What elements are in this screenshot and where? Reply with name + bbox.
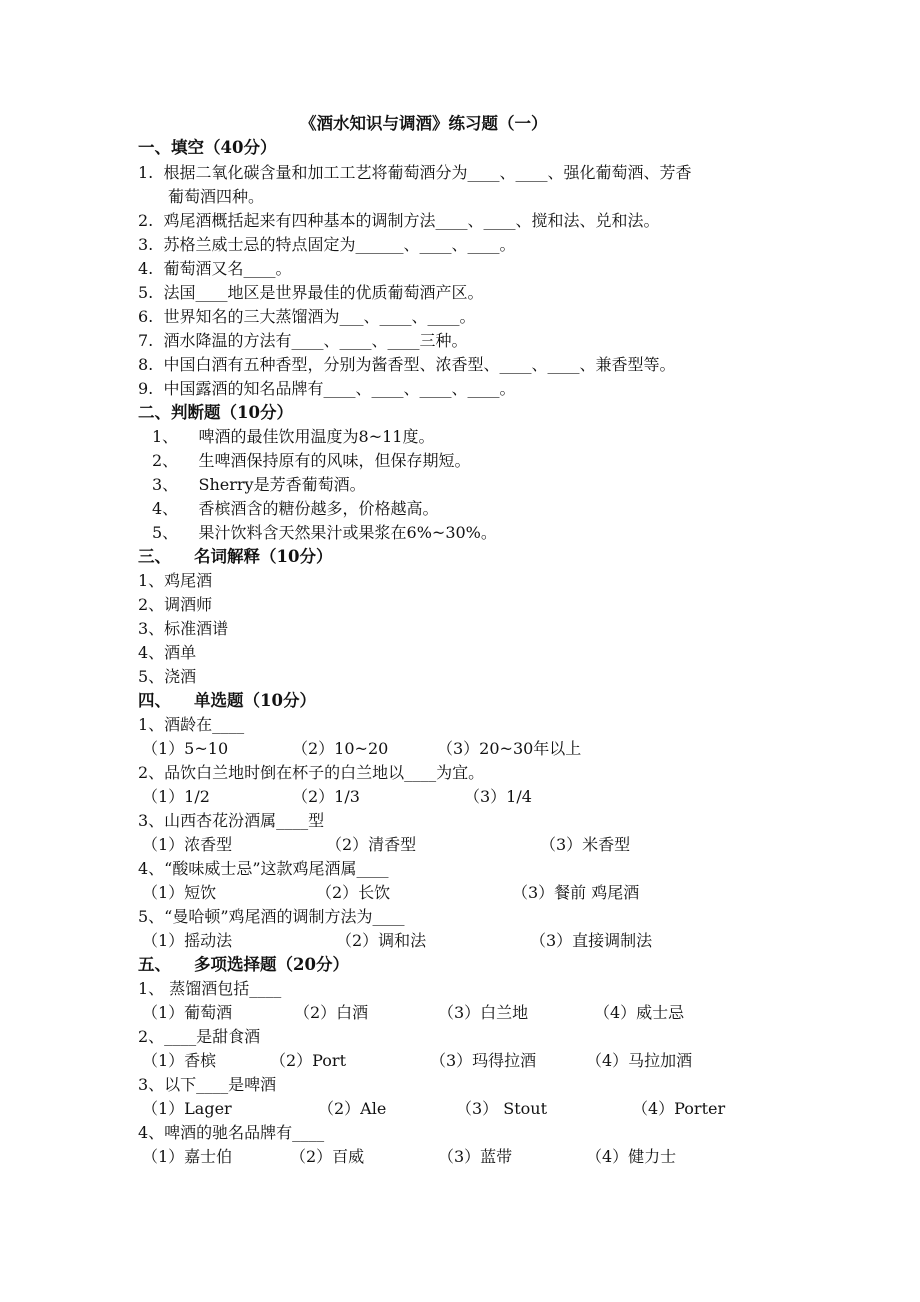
judge-item-1: 1、 啤酒的最佳饮用温度为8~11度。 [152,427,435,446]
judge-item-2: 2、 生啤酒保持原有的风味，但保存期短。 [152,451,471,470]
fill-item-1: 1. 根据二氧化碳含量和加工工艺将葡萄酒分为____、____、强化葡萄酒、芳香 [138,163,692,182]
fill-item-6: 6. 世界知名的三大蒸馏酒为___、____、____。 [138,307,476,326]
multi-q1: 1、 蒸馏酒包括____ [138,979,282,998]
term-item-1: 1、鸡尾酒 [138,571,213,590]
single-q1-opt1: （1）5~10 [142,739,229,758]
single-q4-opt3: （3）餐前 鸡尾酒 [512,883,640,902]
fill-item-3: 3. 苏格兰威士忌的特点固定为______、____、____。 [138,235,516,254]
single-q2-opt2: （2）1/3 [292,787,360,806]
multi-q3-opt1: （1）Lager [142,1099,232,1118]
multi-q2-opt4: （4）马拉加酒 [586,1051,693,1070]
single-q4-opt1: （1）短饮 [142,883,217,902]
single-q2: 2、品饮白兰地时倒在杯子的白兰地以____为宜。 [138,763,485,782]
single-q3-opt2: （2）清香型 [326,835,417,854]
single-q4: 4、“酸味威士忌”这款鸡尾酒属____ [138,859,389,878]
fill-item-7: 7. 酒水降温的方法有____、____、____三种。 [138,331,468,350]
fill-item-8: 8. 中国白酒有五种香型，分别为酱香型、浓香型、____、____、兼香型等。 [138,355,676,374]
single-q3-opt1: （1）浓香型 [142,835,233,854]
multi-q3-opt4: （4）Porter [632,1099,726,1118]
single-q1: 1、酒龄在____ [138,715,245,734]
multi-q4-opt4: （4）健力士 [586,1147,677,1166]
judge-item-3: 3、 Sherry是芳香葡萄酒。 [152,475,366,494]
single-q3-opt3: （3）米香型 [540,835,631,854]
single-q5: 5、“曼哈顿”鸡尾酒的调制方法为____ [138,907,405,926]
fill-item-2: 2. 鸡尾酒概括起来有四种基本的调制方法____、____、搅和法、兑和法。 [138,211,660,230]
fill-item-1-cont: 葡萄酒四种。 [168,187,265,206]
multi-q3-opt2: （2）Ale [318,1099,387,1118]
single-q2-opt3: （3）1/4 [464,787,532,806]
single-q2-opt1: （1）1/2 [142,787,210,806]
section-heading-single: 四、 单选题（10分） [138,691,316,710]
multi-q4-opt1: （1）嘉士伯 [142,1147,233,1166]
section-heading-fill: 一、填空（40分） [138,138,277,157]
multi-q2-opt3: （3）玛得拉酒 [430,1051,537,1070]
term-item-3: 3、标准酒谱 [138,619,229,638]
multi-q1-opt2: （2）白酒 [294,1003,369,1022]
single-q1-opt3: （3）20~30年以上 [437,739,582,758]
term-item-4: 4、酒单 [138,643,197,662]
section-heading-multi: 五、 多项选择题（20分） [138,955,349,974]
multi-q2-opt2: （2）Port [270,1051,347,1070]
multi-q2-opt1: （1）香槟 [142,1051,217,1070]
single-q5-opt2: （2）调和法 [336,931,427,950]
judge-item-5: 5、 果汁饮料含天然果汁或果浆在6%~30%。 [152,523,497,542]
judge-item-4: 4、 香槟酒含的糖份越多，价格越高。 [152,499,439,518]
section-heading-judge: 二、判断题（10分） [138,403,293,422]
multi-q3: 3、以下____是啤酒 [138,1075,277,1094]
fill-item-5: 5. 法国____地区是世界最佳的优质葡萄酒产区。 [138,283,484,302]
fill-item-4: 4. 葡萄酒又名____。 [138,259,292,278]
single-q3: 3、山西杏花汾酒属____型 [138,811,325,830]
section-heading-terms: 三、 名词解释（10分） [138,547,333,566]
multi-q1-opt3: （3）白兰地 [438,1003,529,1022]
single-q5-opt1: （1）摇动法 [142,931,233,950]
single-q4-opt2: （2）长饮 [316,883,391,902]
single-q1-opt2: （2）10~20 [292,739,389,758]
multi-q2: 2、____是甜食酒 [138,1027,261,1046]
multi-q4-opt2: （2）百威 [290,1147,365,1166]
multi-q4-opt3: （3）蓝带 [438,1147,513,1166]
multi-q4: 4、啤酒的驰名品牌有____ [138,1123,325,1142]
page-title: 《酒水知识与调酒》练习题（一） [300,114,548,133]
term-item-5: 5、浇酒 [138,667,197,686]
multi-q3-opt3: （3） Stout [456,1099,548,1118]
multi-q1-opt1: （1）葡萄酒 [142,1003,233,1022]
multi-q1-opt4: （4）威士忌 [594,1003,685,1022]
term-item-2: 2、调酒师 [138,595,213,614]
fill-item-9: 9. 中国露酒的知名品牌有____、____、____、____。 [138,379,516,398]
single-q5-opt3: （3）直接调制法 [530,931,653,950]
